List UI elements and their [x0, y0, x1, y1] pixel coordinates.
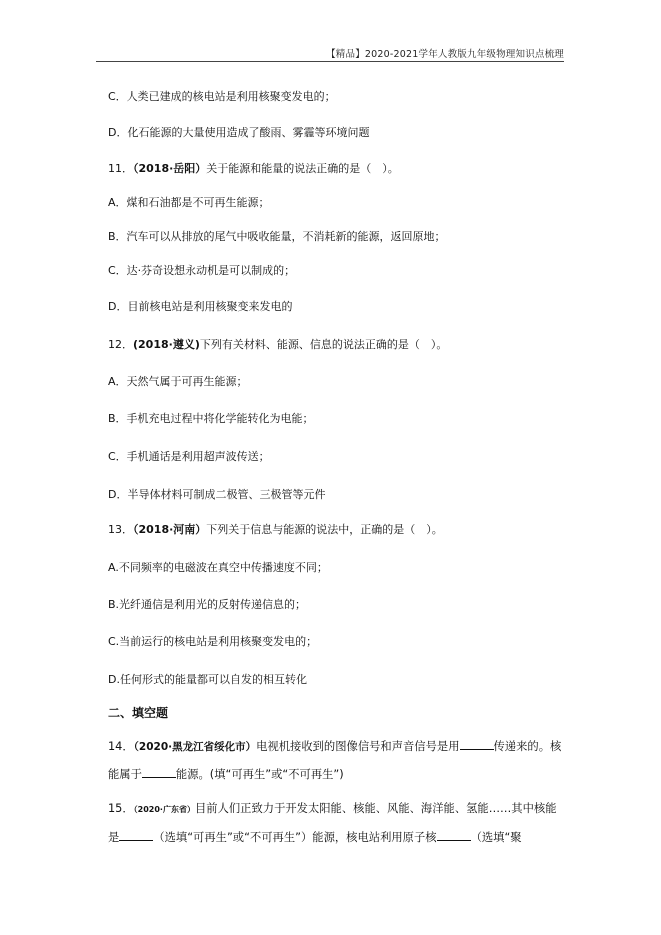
header-divider — [96, 61, 564, 62]
q13-option-b: B.光纤通信是利用光的反射传递信息的； — [108, 598, 307, 611]
q12-option-b: B．手机充电过程中将化学能转化为电能； — [108, 412, 314, 425]
q13-source: （2018·河南） — [133, 523, 207, 536]
q14-blank-1[interactable] — [460, 738, 494, 750]
q14-number: 14． — [108, 740, 134, 753]
q11-option-d: D．目前核电站是利用核聚变来发电的 — [108, 300, 293, 313]
q13-option-d: D.任何形式的能量都可以自发的相互转化 — [108, 673, 307, 686]
q13-stem — [108, 521, 443, 537]
q12-stem-text: 下列有关材料、能源、信息的说法正确的是（ ）。 — [199, 338, 448, 351]
q15-paragraph — [94, 795, 564, 852]
q14-text-3: 能源。(填“可再生”或“不可再生”) — [175, 768, 344, 781]
header-title: 【精品】2020-2021学年人教版九年级物理知识点梳理 — [326, 49, 564, 60]
q14-text-2: 传递来的。核能属于 — [108, 740, 562, 781]
q11-stem — [108, 160, 399, 176]
q12-stem — [108, 336, 447, 352]
q13-option-c: C.当前运行的核电站是利用核聚变发电的； — [108, 635, 318, 648]
q11-option-b: B．汽车可以从排放的尾气中吸收能量，不消耗新的能源，返回原地； — [108, 230, 446, 243]
q15-number: 15． — [108, 802, 134, 815]
q15-source: （2020·广东省） — [133, 805, 195, 814]
q15-text-1: 目前人们正致力于开发太阳能、核能、风能、海洋能、氢能……其中核能是 — [108, 802, 557, 844]
q12-option-d: D．半导体材料可制成二极管、三极管等元件 — [108, 488, 326, 501]
q10-option-c: C．人类已建成的核电站是利用核聚变发电的； — [108, 90, 336, 103]
q11-stem-text: 关于能源和能量的说法正确的是（ ）。 — [206, 162, 399, 175]
q12-number: 12． — [108, 338, 133, 351]
q12-option-a: A．天然气属于可再生能源； — [108, 375, 248, 388]
q14-paragraph — [94, 733, 564, 789]
q14-text-1: 电视机接收到的图像信号和声音信号是用 — [256, 740, 460, 753]
q11-source: （2018·岳阳） — [133, 162, 207, 175]
q13-option-a: A.不同频率的电磁波在真空中传播速度不同； — [108, 561, 328, 574]
q12-source: (2018·遵义) — [133, 338, 200, 351]
section-fill-in-title: 二、填空题 — [108, 706, 169, 720]
q11-number: 11． — [108, 162, 133, 175]
q13-number: 13． — [108, 523, 133, 536]
q11-option-c: C．达·芬奇设想永动机是可以制成的； — [108, 264, 296, 277]
q10-option-d: D．化石能源的大量使用造成了酸雨、雾霾等环境问题 — [108, 126, 370, 139]
q15-blank-1[interactable] — [119, 829, 153, 841]
q14-blank-2[interactable] — [142, 766, 176, 778]
q15-blank-2[interactable] — [437, 829, 471, 841]
q14-source: （2020·黑龙江省绥化市） — [133, 741, 257, 753]
q12-option-c: C．手机通话是利用超声波传送； — [108, 450, 270, 463]
q15-text-2: （选填“可再生”或“不可再生”）能源，核电站利用原子核 — [153, 831, 437, 844]
q11-option-a: A．煤和石油都是不可再生能源； — [108, 196, 270, 209]
q13-stem-text: 下列关于信息与能源的说法中，正确的是（ ）。 — [206, 523, 443, 536]
q15-text-3: （选填“聚 — [470, 831, 522, 844]
